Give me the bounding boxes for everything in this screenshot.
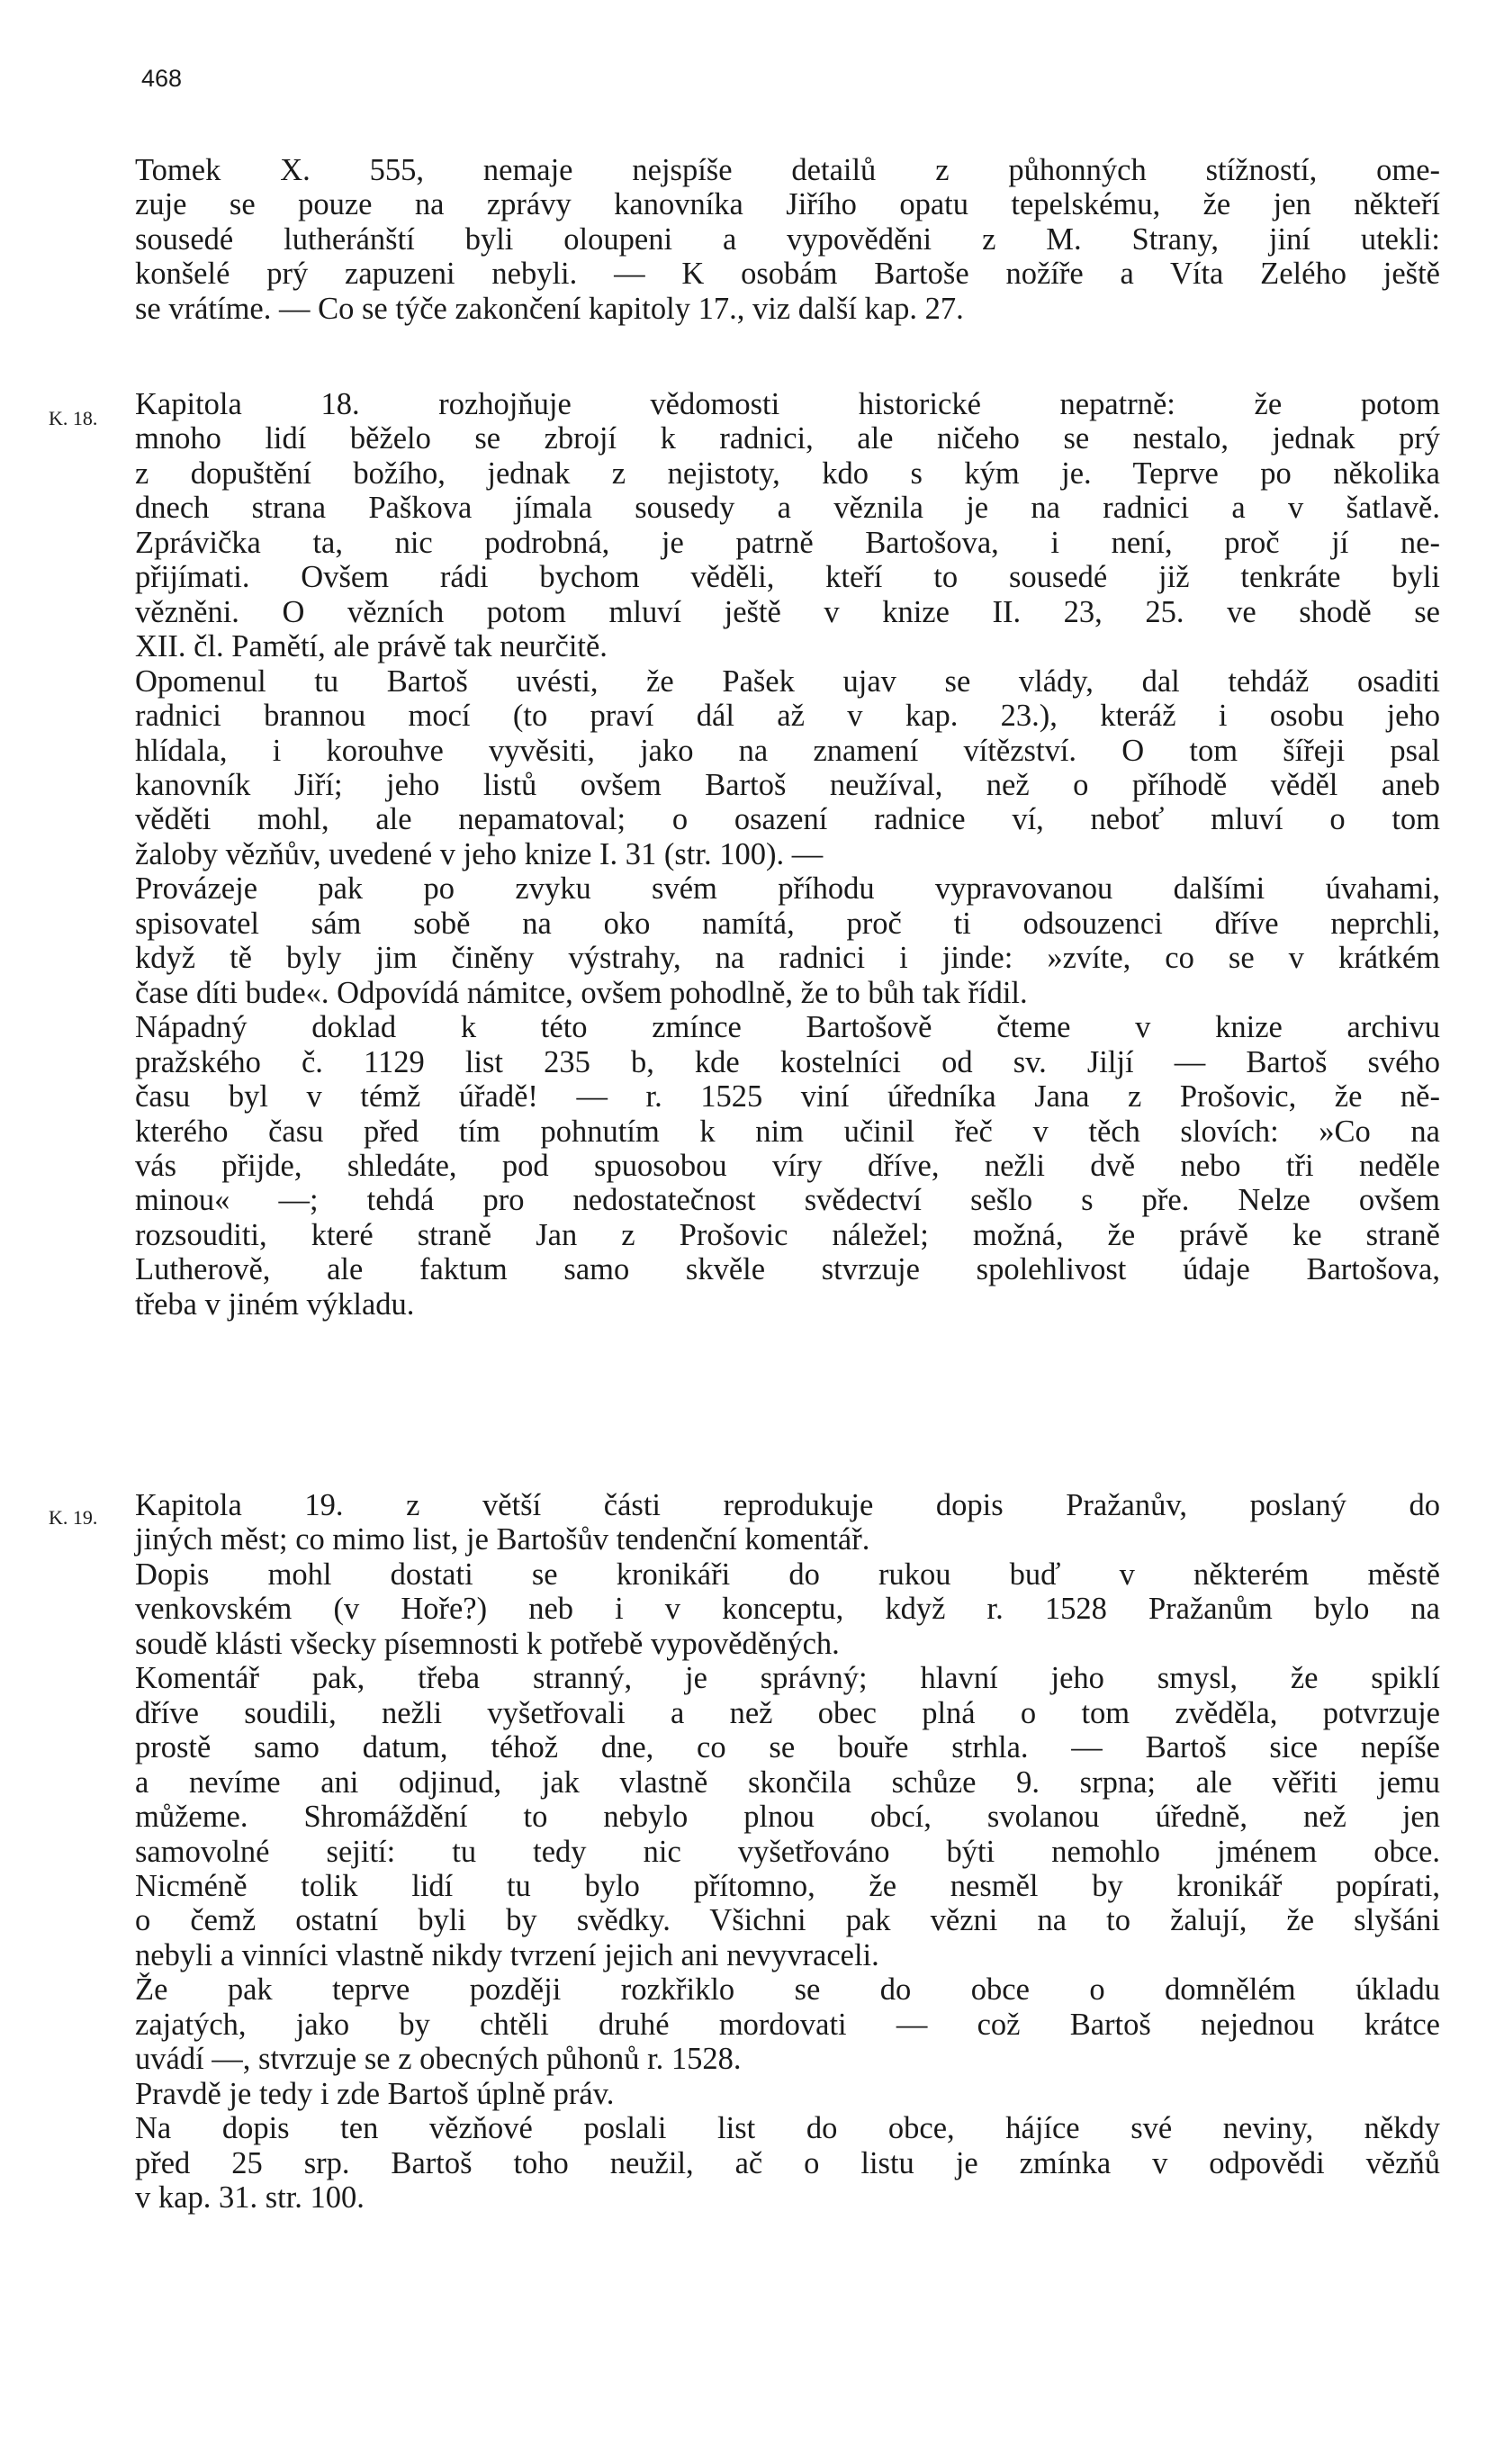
- text-line: Na dopis ten vězňové poslali list do obce, hájíce své neviny, někdy: [135, 2111, 1440, 2146]
- text-line: XII. čl. Pamětí, ale právě tak neurčitě.: [135, 629, 608, 664]
- text-line: Opomenul tu Bartoš uvésti, že Pašek ujav se vlády, dal tehdáž osaditi: [135, 663, 1440, 699]
- text-line: rozsouditi, které straně Jan z Prošovic náležel; možná, že právě ke straně: [135, 1217, 1440, 1252]
- text-line: vězněni. O vězních potom mluví ještě v knize II. 23, 25. ve shodě se: [135, 594, 1440, 629]
- text-line: kterého času před tím pohnutím k nim učinil řeč v těch slovích: »Co na: [135, 1114, 1440, 1149]
- text-line: uvádí —, stvrzuje se z obecných půhonů r. 1528.: [135, 2042, 742, 2077]
- text-line: soudě klásti všecky písemnosti k potřebě vypověděných.: [135, 1626, 840, 1661]
- text-line: mnoho lidí běželo se zbrojí k radnici, ale ničeho se nestalo, jednak prý: [135, 421, 1440, 456]
- text-line: vás přijde, shledáte, pod spuosobou víry dříve, nežli dvě nebo tři neděle: [135, 1148, 1440, 1183]
- text-line: pražského č. 1129 list 235 b, kde kostelníci od sv. Jiljí — Bartoš svého: [135, 1044, 1440, 1079]
- text-line: kanovník Jiří; jeho listů ovšem Bartoš neužíval, než o příhodě věděl aneb: [135, 767, 1440, 802]
- text-line: dříve soudili, nežli vyšetřovali a než obec plná o tom zvěděla, potvrzuje: [135, 1695, 1440, 1730]
- text-line: třeba v jiném výkladu.: [135, 1286, 415, 1322]
- text-line: Pravdě je tedy i zde Bartoš úplně práv.: [135, 2076, 615, 2111]
- text-line: zuje se pouze na zprávy kanovníka Jiřího opatu tepelskému, že jen někteří: [135, 187, 1440, 222]
- text-line: můžeme. Shromáždění to nebylo plnou obcí, svolanou úředně, než jen: [135, 1800, 1440, 1835]
- text-line: Kapitola 18. rozhojňuje vědomosti historické nepatrně: že potom: [135, 387, 1440, 421]
- text-line: nebyli a vinníci vlastně nikdy tvrzení jejich ani nevyvraceli.: [135, 1937, 879, 1972]
- text-line: jiných měst; co mimo list, je Bartošův tendenční komentář.: [135, 1522, 870, 1557]
- text-line: spisovatel sám sobě na oko namítá, proč ti odsouzenci dříve neprchli,: [135, 906, 1440, 941]
- text-line: prostě samo datum, téhož dne, co se bouře strhla. — Bartoš sice nepíše: [135, 1730, 1440, 1765]
- text-line: dnech strana Paškova jímala sousedy a věznila je na radnici a v šatlavě.: [135, 491, 1440, 526]
- text-line: Lutherově, ale faktum samo skvěle stvrzuje spolehlivost údaje Bartošova,: [135, 1252, 1440, 1287]
- text-line: konšelé prý zapuzeni nebyli. — K osobám Bartoše nožíře a Víta Zelého ještě: [135, 257, 1440, 292]
- text-line: o čemž ostatní byli by svědky. Všichni pak vězni na to žalují, že slyšáni: [135, 1903, 1440, 1938]
- text-line: věděti mohl, ale nepamatoval; o osazení radnice ví, neboť mluví o tom: [135, 802, 1440, 837]
- text-line: z dopuštění božího, jednak z nejistoty, kdo s kým je. Teprve po několika: [135, 456, 1440, 491]
- text-line: před 25 srp. Bartoš toho neužil, ač o listu je zmínka v odpovědi vězňů: [135, 2145, 1440, 2180]
- margin-note-chapter-18: K. 18.: [49, 407, 98, 429]
- text-line: radnici brannou mocí (to praví dál až v kap. 23.), kteráž i osobu jeho: [135, 699, 1440, 734]
- page-number: 468: [141, 65, 183, 92]
- text-line: hlídala, i korouhve vyvěsiti, jako na znamení vítězství. O tom šířeji psal: [135, 733, 1440, 768]
- text-line: když tě byly jim činěny výstrahy, na radnici i jinde: »zvíte, co se v krátkém: [135, 941, 1440, 976]
- text-line: Že pak teprve později rozkřiklo se do obce o domnělém úkladu: [135, 1972, 1440, 2008]
- text-line: zajatých, jako by chtěli druhé mordovati — což Bartoš nejednou krátce: [135, 2007, 1440, 2042]
- text-line: času byl v témž úřadě! — r. 1525 viní úředníka Jana z Prošovic, že ně-: [135, 1079, 1440, 1115]
- text-line: venkovském (v Hoře?) neb i v konceptu, když r. 1528 Pražanům bylo na: [135, 1592, 1440, 1627]
- text-line: přijímati. Ovšem rádi bychom věděli, kteří to sousedé již tenkráte byli: [135, 560, 1440, 595]
- text-block-intro: [135, 153, 1440, 326]
- text-line: Zprávička ta, nic podrobná, je patrně Bartošova, i není, proč jí ne-: [135, 525, 1440, 560]
- text-line: Dopis mohl dostati se kronikáři do rukou buď v některém městě: [135, 1557, 1440, 1592]
- text-line: minou« —; tehdá pro nedostatečnost svědectví sešlo s pře. Nelze ovšem: [135, 1183, 1440, 1218]
- text-line: Kapitola 19. z větší části reprodukuje dopis Pražanův, poslaný do: [135, 1488, 1440, 1522]
- text-line: se vrátíme. — Co se týče zakončení kapitoly 17., viz další kap. 27.: [135, 291, 964, 326]
- text-line: samovolné sejití: tu tedy nic vyšetřováno býti nemohlo jménem obce.: [135, 1834, 1440, 1869]
- text-line: sousedé lutheránští byli oloupeni a vypověděni z M. Strany, jiní utekli:: [135, 221, 1440, 257]
- text-line: Nápadný doklad k této zmínce Bartošově čteme v knize archivu: [135, 1010, 1440, 1045]
- text-block-chapter-18: [135, 387, 1440, 1322]
- margin-note-chapter-19: K. 19.: [49, 1506, 98, 1529]
- text-line: v kap. 31. str. 100.: [135, 2180, 365, 2216]
- text-line: Provázeje pak po zvyku svém příhodu vypravovanou dalšími úvahami,: [135, 871, 1440, 907]
- text-line: Nicméně tolik lidí tu bylo přítomno, že nesměl by kronikář popírati,: [135, 1868, 1440, 1903]
- text-line: žaloby vězňův, uvedené v jeho knize I. 31 (str. 100). —: [135, 836, 824, 871]
- text-line: Komentář pak, třeba stranný, je správný; hlavní jeho smysl, že spiklí: [135, 1661, 1440, 1696]
- text-line: a nevíme ani odjinud, jak vlastně skončila schůze 9. srpna; ale věřiti jemu: [135, 1765, 1440, 1800]
- text-block-chapter-19: [135, 1488, 1440, 2216]
- text-line: čase díti bude«. Odpovídá námitce, ovšem pohodlně, že to bůh tak řídil.: [135, 975, 1028, 1010]
- text-line: Tomek X. 555, nemaje nejspíše detailů z půhonných stížností, ome-: [135, 153, 1440, 187]
